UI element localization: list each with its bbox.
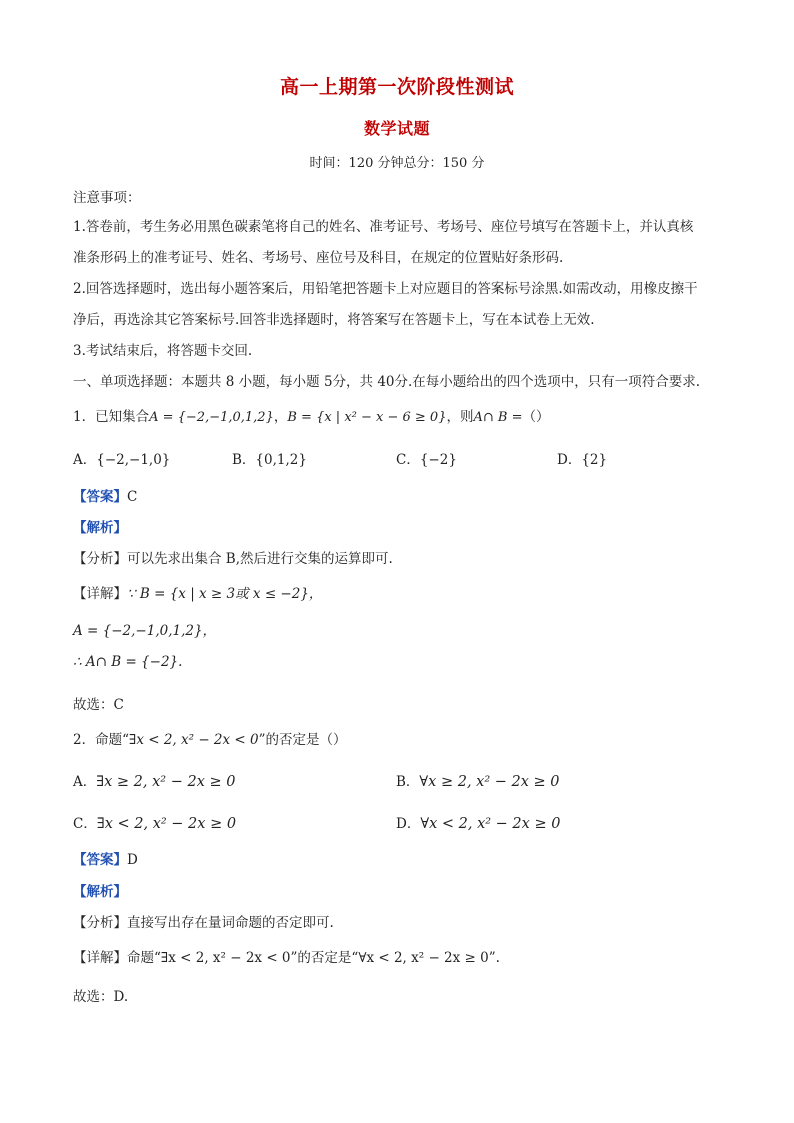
q1-option-c-text: {−2} bbox=[419, 452, 457, 468]
q2-option-b bbox=[396, 770, 560, 790]
q1-answer-tag: 【答案】 bbox=[73, 489, 127, 505]
q1-option-b-text: {0,1,2} bbox=[255, 452, 307, 468]
notes-heading: 注意事项： bbox=[73, 190, 141, 206]
q2-option-c bbox=[73, 812, 236, 832]
q2-detail bbox=[73, 946, 500, 966]
q2-choose: 故选：D. bbox=[73, 989, 129, 1005]
q1-analysis bbox=[73, 516, 127, 536]
q2-stem bbox=[73, 728, 347, 748]
q2-option-a-label: A． bbox=[73, 774, 97, 790]
q2-stem-expr: ∃x < 2, x² − 2x < 0 bbox=[129, 732, 259, 748]
q1-option-a-label: A． bbox=[73, 452, 97, 468]
q2-fenxi-text: 直接写出存在量词命题的否定即可. bbox=[127, 915, 334, 931]
q2-option-b-text: ∀x ≥ 2, x² − 2x ≥ 0 bbox=[419, 774, 560, 790]
q1-answer bbox=[73, 485, 137, 505]
q1-choose: 故选：C bbox=[73, 697, 124, 713]
q1-fenxi-text: 可以先求出集合 B,然后进行交集的运算即可. bbox=[127, 551, 393, 567]
q1-option-b bbox=[232, 448, 307, 468]
q2-option-a bbox=[73, 770, 235, 790]
note-1-line-1: 1.答卷前，考生务必用黑色碳素笔将自己的姓名、准考证号、考场号、座位号填写在答题卡上，并认真核 bbox=[73, 219, 694, 235]
q1-comma: ， bbox=[273, 409, 288, 425]
q1-option-d bbox=[557, 448, 607, 468]
q2-answer-value: D bbox=[127, 852, 138, 868]
q2-fenxi-tag: 【分析】 bbox=[73, 915, 127, 931]
q1-ask-expr: A∩ B = bbox=[473, 410, 523, 425]
q1-option-d-text: {2} bbox=[581, 452, 608, 468]
q1-detail-3: ∴ A∩ B = {−2}. bbox=[73, 654, 183, 670]
q1-fenxi bbox=[73, 547, 393, 567]
q2-option-c-label: C． bbox=[73, 816, 97, 832]
q2-option-d-text: ∀x < 2, x² − 2x ≥ 0 bbox=[420, 816, 561, 832]
q2-analysis bbox=[73, 880, 127, 900]
q1-answer-value: C bbox=[127, 489, 138, 505]
q1-ask: ，则 bbox=[446, 409, 474, 425]
q1-detail bbox=[73, 582, 322, 602]
q1-stem bbox=[73, 405, 549, 425]
q1-prefix: 1．已知集合 bbox=[73, 409, 150, 425]
q2-detail-tag: 【详解】 bbox=[73, 950, 127, 966]
q1-analysis-tag: 【解析】 bbox=[73, 520, 127, 536]
q2-detail-text: 命题“∃x < 2, x² − 2x < 0”的否定是“∀x < 2, x² − 2x ≥ 0”. bbox=[127, 950, 500, 966]
q2-answer-tag: 【答案】 bbox=[73, 852, 127, 868]
q2-option-d bbox=[396, 812, 560, 832]
q2-option-b-label: B． bbox=[396, 774, 420, 790]
note-2-line-1: 2.回答选择题时，选出每小题答案后，用铅笔把答题卡上对应题目的答案标号涂黑.如需改动，用橡皮擦干 bbox=[73, 281, 698, 297]
q2-analysis-tag: 【解析】 bbox=[73, 884, 127, 900]
q2-suffix: ”的否定是（） bbox=[258, 732, 347, 748]
q1-fenxi-tag: 【分析】 bbox=[73, 551, 127, 567]
note-3: 3.考试结束后，将答题卡交回. bbox=[73, 343, 253, 359]
q2-prefix: 2．命题“ bbox=[73, 732, 129, 748]
q1-paren: （） bbox=[522, 409, 550, 425]
q1-detail-2: A = {−2,−1,0,1,2}， bbox=[73, 623, 217, 639]
note-2-line-2: 净后，再选涂其它答案标号.回答非选择题时，将答案写在答题卡上，写在本试卷上无效. bbox=[73, 312, 595, 328]
time-info: 时间：120 分钟总分：150 分 bbox=[309, 156, 485, 171]
exam-subject: 数学试题 bbox=[363, 119, 430, 138]
q1-set-b: B = {x | x² − x − 6 ≥ 0} bbox=[287, 410, 447, 425]
exam-title: 高一上期第一次阶段性测试 bbox=[279, 76, 514, 98]
q2-option-d-label: D． bbox=[396, 816, 421, 832]
q1-option-d-label: D． bbox=[557, 452, 582, 468]
q1-option-a bbox=[73, 448, 170, 468]
q2-option-a-text: ∃x ≥ 2, x² − 2x ≥ 0 bbox=[96, 774, 236, 790]
q1-set-a: A = {−2,−1,0,1,2} bbox=[149, 410, 274, 425]
q2-answer bbox=[73, 848, 138, 868]
q1-option-c-label: C． bbox=[396, 452, 420, 468]
q2-option-c-text: ∃x < 2, x² − 2x ≥ 0 bbox=[96, 816, 237, 832]
section-1-heading: 一、单项选择题：本题共 8 小题，每小题 5分，共 40分.在每小题给出的四个选项中，只有一项符合要求. bbox=[73, 374, 701, 390]
q1-option-a-text: {−2,−1,0} bbox=[96, 452, 171, 468]
q1-option-b-label: B． bbox=[232, 452, 256, 468]
q1-detail-1: ∵ B = {x | x ≥ 3或 x ≤ −2}， bbox=[127, 586, 323, 602]
note-1-line-2: 准条形码上的准考证号、姓名、考场号、座位号及科目，在规定的位置贴好条形码. bbox=[73, 250, 564, 266]
q1-detail-tag: 【详解】 bbox=[73, 586, 127, 602]
q2-fenxi bbox=[73, 911, 334, 931]
q1-option-c bbox=[396, 448, 457, 468]
